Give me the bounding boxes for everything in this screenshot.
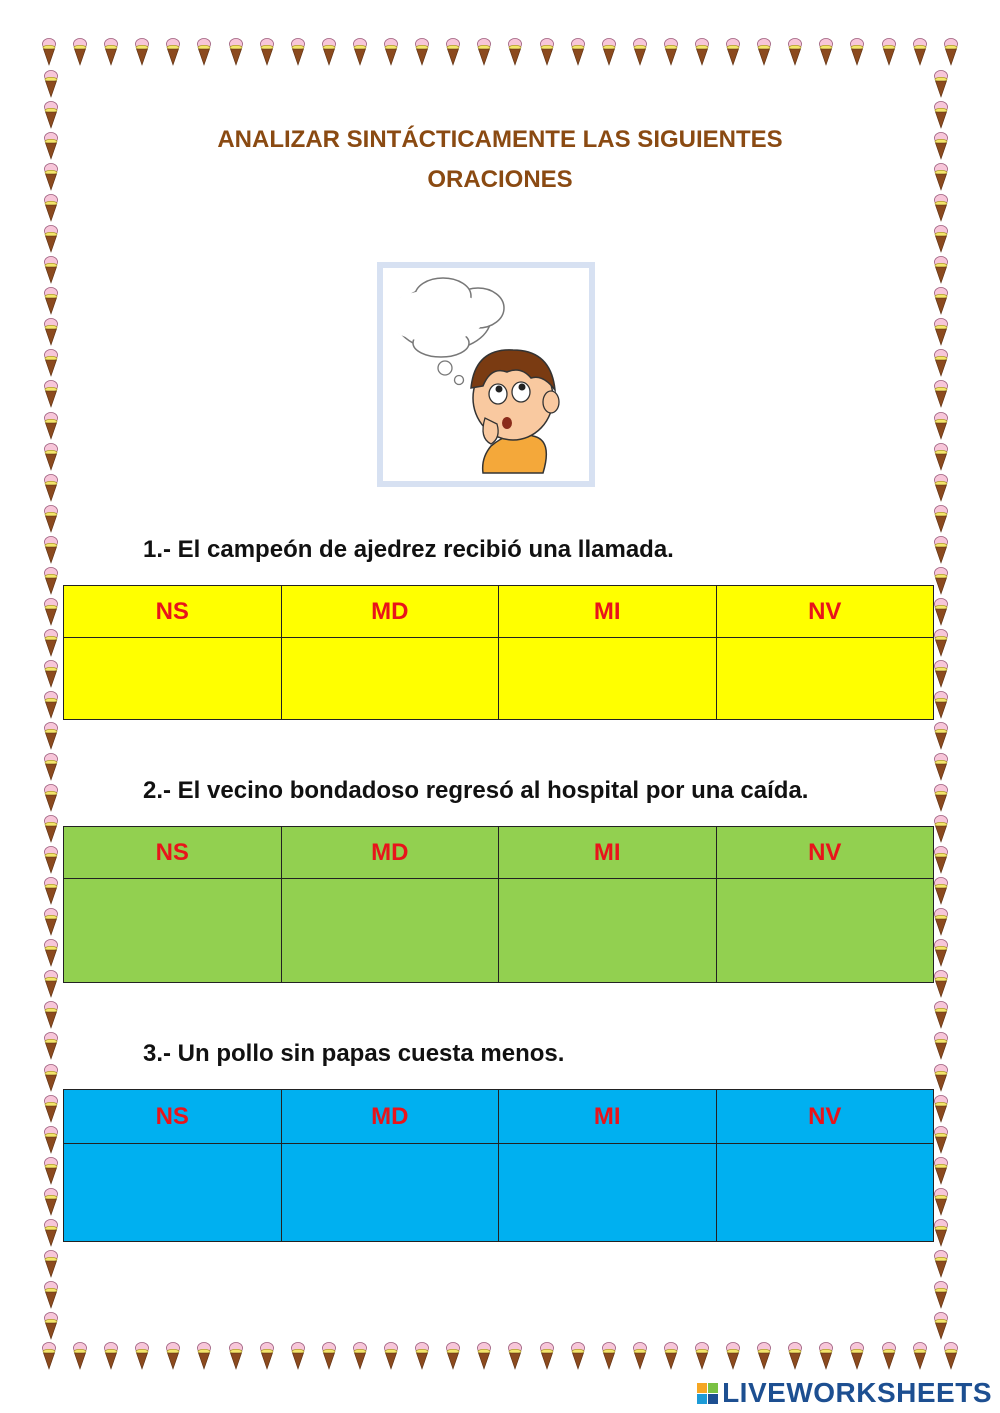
ice-cream-cone-icon bbox=[446, 1342, 460, 1370]
ice-cream-cone-icon bbox=[44, 877, 58, 905]
header-mi: MI bbox=[499, 1090, 717, 1144]
ice-cream-cone-icon bbox=[322, 1342, 336, 1370]
ice-cream-cone-icon bbox=[934, 256, 948, 284]
ice-cream-cone-icon bbox=[104, 1342, 118, 1370]
analysis-table-2 bbox=[63, 826, 934, 983]
header-ns: NS bbox=[64, 586, 282, 638]
answer-mi-field[interactable] bbox=[499, 879, 717, 983]
ice-cream-cone-icon bbox=[44, 225, 58, 253]
header-mi: MI bbox=[499, 586, 717, 638]
ice-cream-cone-icon bbox=[934, 1064, 948, 1092]
ice-cream-cone-icon bbox=[415, 38, 429, 66]
ice-cream-cone-icon bbox=[695, 38, 709, 66]
table-answer-row bbox=[64, 638, 934, 720]
ice-cream-cone-icon bbox=[664, 38, 678, 66]
header-md: MD bbox=[281, 827, 499, 879]
ice-cream-cone-icon bbox=[44, 598, 58, 626]
ice-cream-cone-icon bbox=[260, 1342, 274, 1370]
table-header-row bbox=[64, 586, 934, 638]
ice-cream-cone-icon bbox=[913, 1342, 927, 1370]
header-nv: NV bbox=[716, 1090, 934, 1144]
ice-cream-cone-icon bbox=[44, 101, 58, 129]
ice-cream-cone-icon bbox=[913, 38, 927, 66]
ice-cream-cone-icon bbox=[44, 163, 58, 191]
ice-cream-cone-icon bbox=[934, 784, 948, 812]
ice-cream-cone-icon bbox=[934, 660, 948, 688]
ice-cream-cone-icon bbox=[571, 38, 585, 66]
answer-md-field[interactable] bbox=[281, 638, 499, 720]
ice-cream-cone-icon bbox=[934, 225, 948, 253]
ice-cream-cone-icon bbox=[44, 1001, 58, 1029]
page-title bbox=[150, 120, 850, 200]
sentence-2: 2.- El vecino bondadoso regresó al hospital por una caída. bbox=[143, 777, 809, 804]
ice-cream-cone-icon bbox=[197, 38, 211, 66]
ice-cream-cone-icon bbox=[166, 38, 180, 66]
ice-cream-cone-icon bbox=[44, 1126, 58, 1154]
answer-mi-field[interactable] bbox=[499, 1144, 717, 1242]
ice-cream-cone-icon bbox=[291, 1342, 305, 1370]
ice-cream-cone-icon bbox=[934, 194, 948, 222]
ice-cream-cone-icon bbox=[633, 1342, 647, 1370]
border-left bbox=[44, 70, 58, 1340]
table-answer-row bbox=[64, 1144, 934, 1242]
ice-cream-cone-icon bbox=[44, 908, 58, 936]
ice-cream-cone-icon bbox=[44, 660, 58, 688]
ice-cream-cone-icon bbox=[850, 38, 864, 66]
ice-cream-cone-icon bbox=[44, 70, 58, 98]
header-mi: MI bbox=[499, 827, 717, 879]
analysis-table-1 bbox=[63, 585, 934, 720]
ice-cream-cone-icon bbox=[934, 443, 948, 471]
ice-cream-cone-icon bbox=[229, 1342, 243, 1370]
ice-cream-cone-icon bbox=[540, 38, 554, 66]
ice-cream-cone-icon bbox=[934, 691, 948, 719]
ice-cream-cone-icon bbox=[44, 349, 58, 377]
ice-cream-cone-icon bbox=[934, 1126, 948, 1154]
ice-cream-cone-icon bbox=[944, 38, 958, 66]
ice-cream-cone-icon bbox=[135, 1342, 149, 1370]
ice-cream-cone-icon bbox=[44, 1281, 58, 1309]
ice-cream-cone-icon bbox=[384, 38, 398, 66]
ice-cream-cone-icon bbox=[477, 38, 491, 66]
title-line-1: ANALIZAR SINTÁCTICAMENTE LAS SIGUIENTES bbox=[217, 126, 783, 153]
ice-cream-cone-icon bbox=[602, 1342, 616, 1370]
ice-cream-cone-icon bbox=[934, 970, 948, 998]
ice-cream-cone-icon bbox=[882, 1342, 896, 1370]
ice-cream-cone-icon bbox=[508, 38, 522, 66]
border-bottom bbox=[42, 1342, 958, 1370]
ice-cream-cone-icon bbox=[934, 132, 948, 160]
ice-cream-cone-icon bbox=[934, 536, 948, 564]
ice-cream-cone-icon bbox=[934, 877, 948, 905]
sentence-1: 1.- El campeón de ajedrez recibió una llamada. bbox=[143, 536, 674, 563]
ice-cream-cone-icon bbox=[934, 939, 948, 967]
ice-cream-cone-icon bbox=[934, 1001, 948, 1029]
ice-cream-cone-icon bbox=[44, 194, 58, 222]
ice-cream-cone-icon bbox=[44, 1064, 58, 1092]
header-md: MD bbox=[281, 586, 499, 638]
answer-md-field[interactable] bbox=[281, 879, 499, 983]
ice-cream-cone-icon bbox=[44, 132, 58, 160]
ice-cream-cone-icon bbox=[353, 1342, 367, 1370]
ice-cream-cone-icon bbox=[44, 939, 58, 967]
ice-cream-cone-icon bbox=[664, 1342, 678, 1370]
ice-cream-cone-icon bbox=[934, 815, 948, 843]
ice-cream-cone-icon bbox=[571, 1342, 585, 1370]
ice-cream-cone-icon bbox=[934, 1157, 948, 1185]
ice-cream-cone-icon bbox=[44, 474, 58, 502]
table-header-row bbox=[64, 1090, 934, 1144]
ice-cream-cone-icon bbox=[44, 1095, 58, 1123]
ice-cream-cone-icon bbox=[850, 1342, 864, 1370]
ice-cream-cone-icon bbox=[934, 598, 948, 626]
ice-cream-cone-icon bbox=[44, 691, 58, 719]
ice-cream-cone-icon bbox=[934, 1312, 948, 1340]
ice-cream-cone-icon bbox=[934, 163, 948, 191]
liveworksheets-logo-icon bbox=[697, 1383, 718, 1404]
ice-cream-cone-icon bbox=[934, 70, 948, 98]
ice-cream-cone-icon bbox=[602, 38, 616, 66]
ice-cream-cone-icon bbox=[73, 38, 87, 66]
ice-cream-cone-icon bbox=[788, 38, 802, 66]
answer-md-field[interactable] bbox=[281, 1144, 499, 1242]
ice-cream-cone-icon bbox=[415, 1342, 429, 1370]
ice-cream-cone-icon bbox=[934, 629, 948, 657]
ice-cream-cone-icon bbox=[44, 970, 58, 998]
ice-cream-cone-icon bbox=[757, 1342, 771, 1370]
ice-cream-cone-icon bbox=[44, 443, 58, 471]
ice-cream-cone-icon bbox=[477, 1342, 491, 1370]
ice-cream-cone-icon bbox=[540, 1342, 554, 1370]
header-md: MD bbox=[281, 1090, 499, 1144]
answer-nv-field[interactable] bbox=[716, 1144, 934, 1242]
ice-cream-cone-icon bbox=[44, 815, 58, 843]
ice-cream-cone-icon bbox=[44, 318, 58, 346]
thinking-boy-illustration bbox=[377, 262, 595, 487]
ice-cream-cone-icon bbox=[788, 1342, 802, 1370]
ice-cream-cone-icon bbox=[353, 38, 367, 66]
ice-cream-cone-icon bbox=[44, 1250, 58, 1278]
ice-cream-cone-icon bbox=[934, 1095, 948, 1123]
ice-cream-cone-icon bbox=[934, 1250, 948, 1278]
ice-cream-cone-icon bbox=[934, 1281, 948, 1309]
ice-cream-cone-icon bbox=[726, 38, 740, 66]
header-nv: NV bbox=[716, 586, 934, 638]
ice-cream-cone-icon bbox=[166, 1342, 180, 1370]
ice-cream-cone-icon bbox=[934, 722, 948, 750]
brand-name: LIVEWORKSHEETS bbox=[722, 1377, 992, 1408]
ice-cream-cone-icon bbox=[104, 38, 118, 66]
ice-cream-cone-icon bbox=[73, 1342, 87, 1370]
ice-cream-cone-icon bbox=[42, 38, 56, 66]
ice-cream-cone-icon bbox=[934, 505, 948, 533]
answer-nv-field[interactable] bbox=[716, 638, 934, 720]
ice-cream-cone-icon bbox=[934, 1219, 948, 1247]
ice-cream-cone-icon bbox=[944, 1342, 958, 1370]
ice-cream-cone-icon bbox=[44, 784, 58, 812]
ice-cream-cone-icon bbox=[757, 38, 771, 66]
title-line-2: ORACIONES bbox=[427, 166, 573, 193]
ice-cream-cone-icon bbox=[42, 1342, 56, 1370]
thinking-boy-icon bbox=[383, 268, 589, 481]
border-top bbox=[42, 38, 958, 66]
ice-cream-cone-icon bbox=[44, 380, 58, 408]
liveworksheets-logo[interactable] bbox=[697, 1377, 992, 1409]
answer-ns-field[interactable] bbox=[64, 638, 282, 720]
table-header-row bbox=[64, 827, 934, 879]
ice-cream-cone-icon bbox=[44, 1032, 58, 1060]
ice-cream-cone-icon bbox=[882, 38, 896, 66]
ice-cream-cone-icon bbox=[260, 38, 274, 66]
ice-cream-cone-icon bbox=[44, 1157, 58, 1185]
ice-cream-cone-icon bbox=[934, 1188, 948, 1216]
ice-cream-cone-icon bbox=[819, 1342, 833, 1370]
ice-cream-cone-icon bbox=[44, 1219, 58, 1247]
ice-cream-cone-icon bbox=[934, 474, 948, 502]
ice-cream-cone-icon bbox=[44, 567, 58, 595]
ice-cream-cone-icon bbox=[44, 287, 58, 315]
ice-cream-cone-icon bbox=[44, 722, 58, 750]
answer-ns-field[interactable] bbox=[64, 879, 282, 983]
answer-nv-field[interactable] bbox=[716, 879, 934, 983]
ice-cream-cone-icon bbox=[934, 567, 948, 595]
ice-cream-cone-icon bbox=[44, 629, 58, 657]
ice-cream-cone-icon bbox=[934, 101, 948, 129]
ice-cream-cone-icon bbox=[934, 287, 948, 315]
ice-cream-cone-icon bbox=[291, 38, 305, 66]
ice-cream-cone-icon bbox=[322, 38, 336, 66]
ice-cream-cone-icon bbox=[934, 1032, 948, 1060]
ice-cream-cone-icon bbox=[934, 753, 948, 781]
ice-cream-cone-icon bbox=[44, 846, 58, 874]
header-nv: NV bbox=[716, 827, 934, 879]
ice-cream-cone-icon bbox=[44, 505, 58, 533]
ice-cream-cone-icon bbox=[934, 908, 948, 936]
ice-cream-cone-icon bbox=[446, 38, 460, 66]
answer-mi-field[interactable] bbox=[499, 638, 717, 720]
ice-cream-cone-icon bbox=[44, 753, 58, 781]
ice-cream-cone-icon bbox=[819, 38, 833, 66]
ice-cream-cone-icon bbox=[44, 256, 58, 284]
ice-cream-cone-icon bbox=[726, 1342, 740, 1370]
ice-cream-cone-icon bbox=[934, 318, 948, 346]
header-ns: NS bbox=[64, 1090, 282, 1144]
border-right bbox=[934, 70, 948, 1340]
ice-cream-cone-icon bbox=[44, 412, 58, 440]
ice-cream-cone-icon bbox=[508, 1342, 522, 1370]
ice-cream-cone-icon bbox=[44, 1312, 58, 1340]
ice-cream-cone-icon bbox=[695, 1342, 709, 1370]
analysis-table-3 bbox=[63, 1089, 934, 1242]
ice-cream-cone-icon bbox=[384, 1342, 398, 1370]
ice-cream-cone-icon bbox=[934, 380, 948, 408]
table-answer-row bbox=[64, 879, 934, 983]
ice-cream-cone-icon bbox=[197, 1342, 211, 1370]
ice-cream-cone-icon bbox=[135, 38, 149, 66]
ice-cream-cone-icon bbox=[44, 1188, 58, 1216]
sentence-3: 3.- Un pollo sin papas cuesta menos. bbox=[143, 1040, 565, 1067]
ice-cream-cone-icon bbox=[934, 412, 948, 440]
ice-cream-cone-icon bbox=[934, 349, 948, 377]
ice-cream-cone-icon bbox=[44, 536, 58, 564]
header-ns: NS bbox=[64, 827, 282, 879]
ice-cream-cone-icon bbox=[633, 38, 647, 66]
answer-ns-field[interactable] bbox=[64, 1144, 282, 1242]
ice-cream-cone-icon bbox=[934, 846, 948, 874]
ice-cream-cone-icon bbox=[229, 38, 243, 66]
